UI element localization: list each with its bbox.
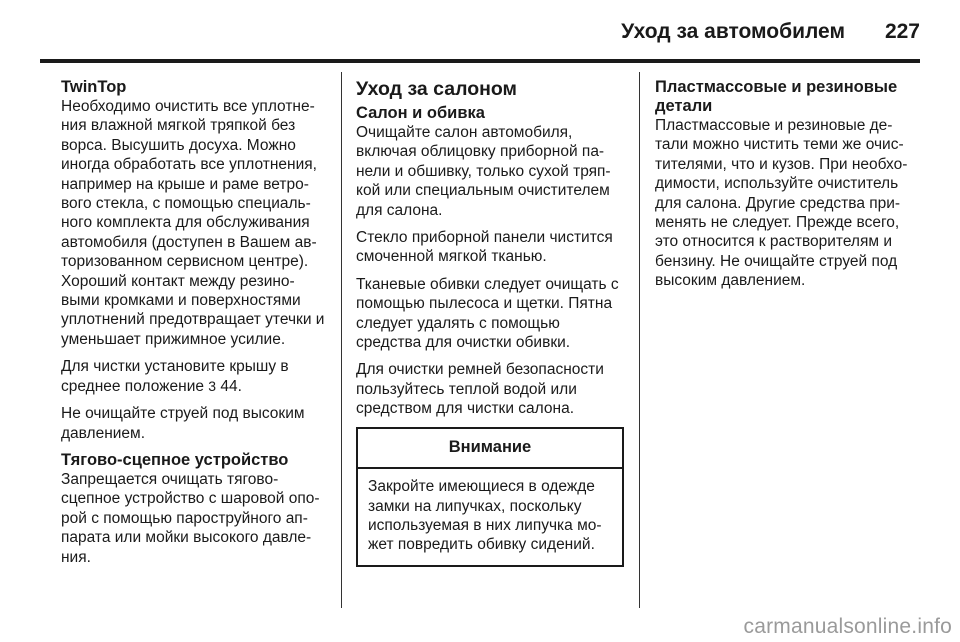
column-divider-2 <box>639 72 640 608</box>
paragraph-twintop-seals: Необходимо очистить все уплотне-ния влажной мягкой тряпкой без ворса. Высушить досуха. Можно иногда обработать все уплотнения, например на крыше и раме ветро-вого стекла, с помощью специаль-ного комплекта для обслуживания автомобиля (доступен в Вашем ав-торизованном сервисном центре). Хороший контакт между резино-выми кромками и поверхностями уплотнений предотвращает утечки и уменьшает прижимное усилие. <box>61 98 325 348</box>
column-middle <box>356 78 624 567</box>
column-divider-1 <box>341 72 342 608</box>
paragraph-interior-cleaning: Очищайте салон автомобиля, включая облицовку приборной па-нели и обшивку, только сухой тряп-кой или специальным очистителем для салона. <box>356 124 611 219</box>
header-rule <box>40 59 920 63</box>
page-number: 227 <box>884 20 920 43</box>
chapter-title: Уход за автомобилем <box>621 20 845 43</box>
roof-position-text: Для чистки установите крышу в среднее положение <box>61 358 289 395</box>
paragraph-roof-position <box>61 357 329 396</box>
section-heading-plastic-rubber: Пластмассовые и резиновые детали <box>655 78 898 115</box>
paragraph-towbar: Запрещается очищать тягово-сцепное устройство с шаровой опо-рой с помощью пароструйного ап-парата или мойки высокого давле-ния. <box>61 470 320 566</box>
watermark: carmanualsonline.info <box>743 615 952 638</box>
paragraph-plastic-rubber: Пластмассовые и резиновые де-тали можно чистить теми же очис-тителями, что и кузов. При необхо-димости, используйте очиститель для салона. Другие средства при-менять не следует. Прежде всего, это относится к растворителям и бензину. Не очищайте струей под высоким давлением. <box>655 117 908 290</box>
paragraph-no-pressure-wash: Не очищайте струей под высоким давлением. <box>61 405 305 442</box>
notice-box <box>356 427 624 567</box>
page-header <box>0 0 960 58</box>
page-reference-arrow-icon: 3 <box>208 377 217 394</box>
paragraph-dashboard-glass: Стекло приборной панели чистится смоченной мягкой тканью. <box>356 229 613 266</box>
page-reference-link[interactable]: 44. <box>220 377 242 395</box>
section-heading-interior-care: Уход за салоном <box>356 78 517 100</box>
subheading-upholstery: Салон и обивка <box>356 104 485 122</box>
column-left <box>61 78 329 567</box>
notice-body: Закройте имеющиеся в одежде замки на липучках, поскольку используемая в них липучка мо-жет повредить обивку сидений. <box>368 478 602 554</box>
column-right <box>655 78 923 299</box>
paragraph-seat-belts: Для очистки ремней безопасности пользуйтесь теплой водой или средством для чистки салона. <box>356 361 604 418</box>
notice-title: Внимание <box>358 429 622 469</box>
section-heading-twintop: TwinTop <box>61 78 127 96</box>
section-heading-towbar: Тягово-сцепное устройство <box>61 450 289 469</box>
paragraph-fabric-upholstery: Тканевые обивки следует очищать с помощью пылесоса и щетки. Пятна следует удалять с помощью средства для очистки обивки. <box>356 275 619 352</box>
